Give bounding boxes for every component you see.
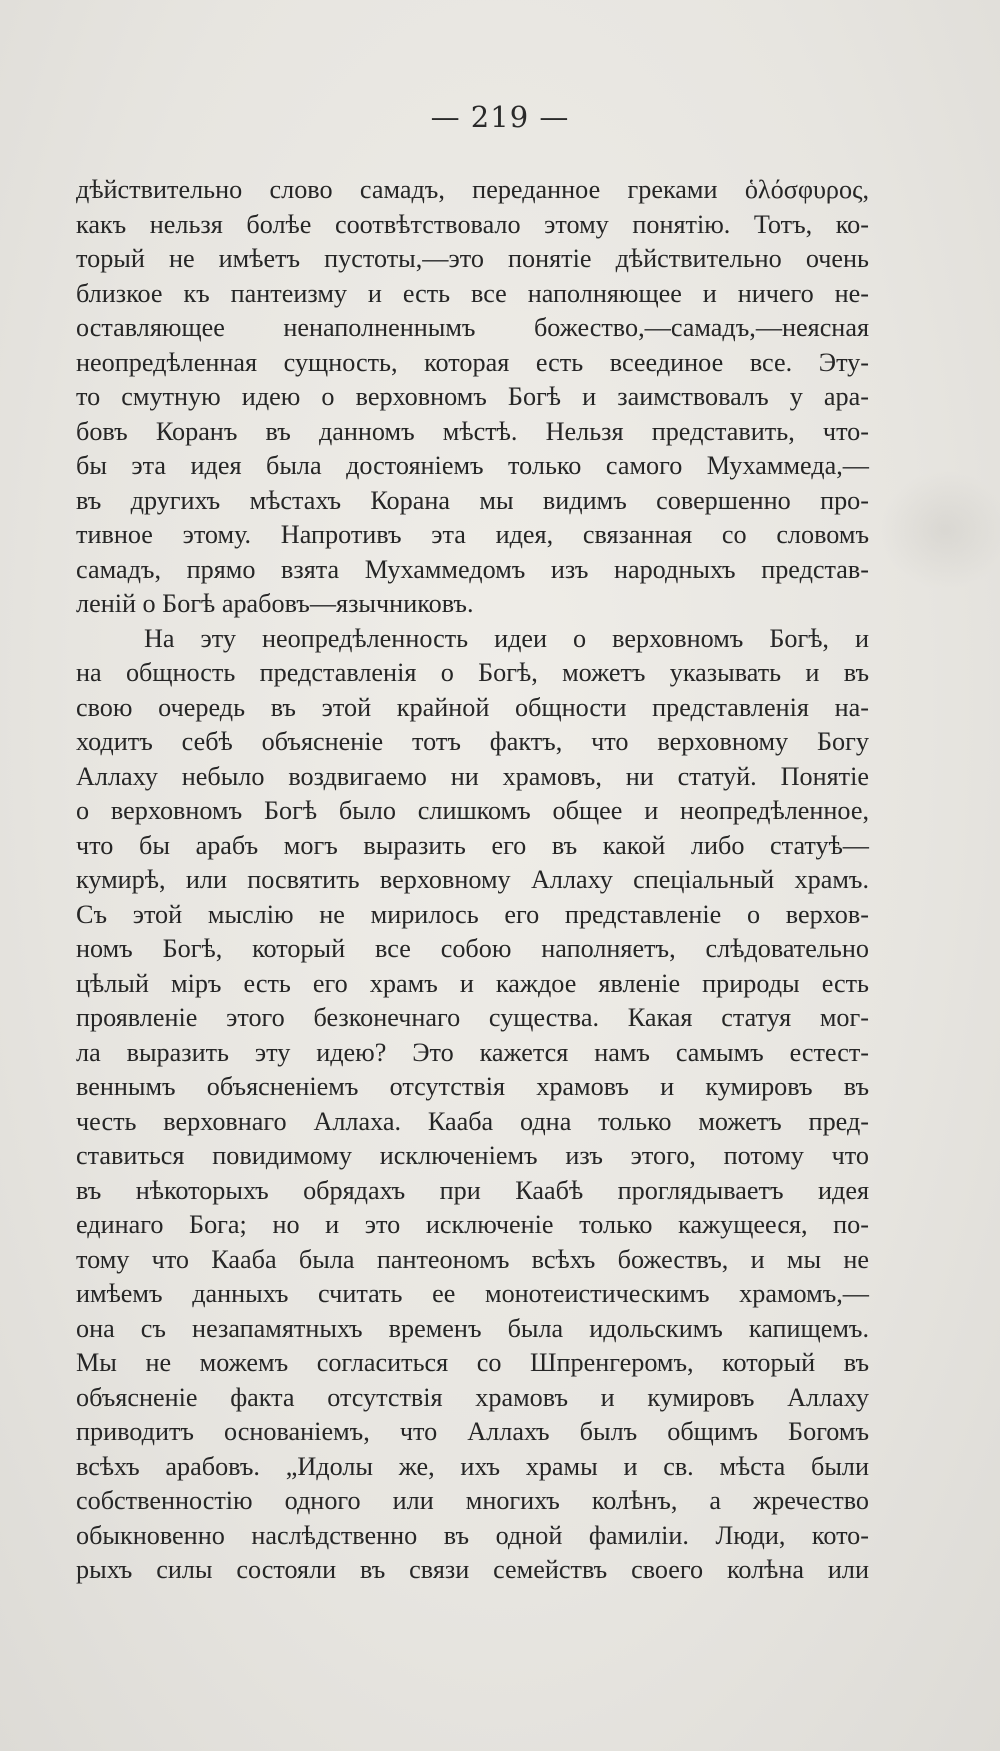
- text-line: о верховномъ Богѣ было слишкомъ общее и неопредѣленное,: [76, 796, 869, 825]
- text-line: обыкновенно наслѣдственно въ одной фамиліи. Люди, кото-: [76, 1520, 869, 1550]
- text-line: объясненіе факта отсутствія храмовъ и кумировъ Аллаху: [76, 1382, 869, 1412]
- paper-stain: [880, 470, 1000, 590]
- text-line: какъ нельзя болѣе соотвѣтствовало этому понятію. Тотъ, ко-: [76, 209, 869, 239]
- text-line: въ другихъ мѣстахъ Корана мы видимъ совершенно про-: [76, 485, 869, 515]
- text-line: неопредѣленная сущность, которая есть всеединое все. Эту-: [76, 347, 869, 377]
- text-line: бовъ Коранъ въ данномъ мѣстѣ. Нельзя представить, что-: [76, 416, 869, 446]
- text-line: Аллаху небыло воздвигаемо ни храмовъ, ни статуй. Понятіе: [76, 761, 869, 791]
- text-line: ходитъ себѣ объясненіе тотъ фактъ, что верховному Богу: [76, 727, 869, 756]
- text-line: веннымъ объясненіемъ отсутствія храмовъ и кумировъ въ: [76, 1072, 869, 1101]
- text-line: рыхъ силы состояли въ связи семействъ своего колѣна или: [76, 1555, 869, 1584]
- text-line: На эту неопредѣленность идеи о верховномъ Богѣ, и: [144, 623, 869, 653]
- text-line: номъ Богѣ, который все собою наполняетъ, слѣдовательно: [76, 934, 869, 963]
- page-number: — 219 —: [430, 100, 570, 134]
- text-line: бы эта идея была достояніемъ только самого Мухаммеда,—: [76, 451, 869, 480]
- text-line: на общность представленія о Богѣ, можетъ указывать и въ: [76, 658, 869, 687]
- text-line: самадъ, прямо взята Мухаммедомъ изъ народныхъ представ-: [76, 554, 869, 584]
- text-line: тивное этому. Напротивъ эта идея, связанная со словомъ: [76, 520, 869, 549]
- text-line: кумирѣ, или посвятить верховному Аллаху спеціальный храмъ.: [76, 865, 869, 894]
- text-line: она съ незапамятныхъ временъ была идольскимъ капищемъ.: [76, 1313, 869, 1343]
- text-line: всѣхъ арабовъ. „Идолы же, ихъ храмы и св. мѣста были: [76, 1451, 869, 1481]
- text-line: Мы не можемъ согласиться со Шпренгеромъ, который въ: [76, 1348, 869, 1377]
- text-line: единаго Бога; но и это исключеніе только кажущееся, по-: [76, 1210, 869, 1239]
- text-line: торый не имѣетъ пустоты,—это понятіе дѣйствительно очень: [76, 244, 869, 273]
- text-line: собственностію одного или многихъ колѣнъ, а жречество: [76, 1486, 869, 1515]
- text-line: цѣлый міръ есть его храмъ и каждое явленіе природы есть: [76, 968, 869, 998]
- text-line: имѣемъ данныхъ считать ее монотеистическимъ храмомъ,—: [76, 1279, 869, 1308]
- text-line: дѣйствительно слово самадъ, переданное греками ὁλόσφυρος,: [76, 175, 869, 204]
- text-line: ставиться повидимому исключеніемъ изъ этого, потому что: [76, 1141, 869, 1170]
- text-line: то смутную идею о верховномъ Богѣ и заимствовалъ у ара-: [76, 382, 869, 411]
- text-line: Съ этой мыслію не мирилось его представленіе о верхов-: [76, 899, 869, 929]
- text-line: что бы арабъ могъ выразить его въ какой либо статуѣ—: [76, 830, 869, 860]
- text-line: оставляющее ненаполненнымъ божество,—самадъ,—неясная: [76, 313, 869, 342]
- text-line: приводитъ основаніемъ, что Аллахъ былъ общимъ Богомъ: [76, 1417, 869, 1446]
- text-line: леній о Богѣ арабовъ—язычниковъ.: [76, 589, 474, 618]
- text-line: проявленіе этого безконечнаго существа. Какая статуя мог-: [76, 1003, 869, 1032]
- text-line: честь верховнаго Аллаха. Кааба одна только можетъ пред-: [76, 1106, 869, 1136]
- text-line: близкое къ пантеизму и есть все наполняющее и ничего не-: [76, 278, 869, 308]
- text-line: ла выразить эту идею? Это кажется намъ самымъ естест-: [76, 1037, 869, 1067]
- text-line: тому что Кааба была пантеономъ всѣхъ божествъ, и мы не: [76, 1244, 869, 1274]
- body-text: [76, 173, 869, 1588]
- text-line: въ нѣкоторыхъ обрядахъ при Каабѣ проглядываетъ идея: [76, 1175, 869, 1205]
- text-line: свою очередь въ этой крайной общности представленія на-: [76, 692, 869, 722]
